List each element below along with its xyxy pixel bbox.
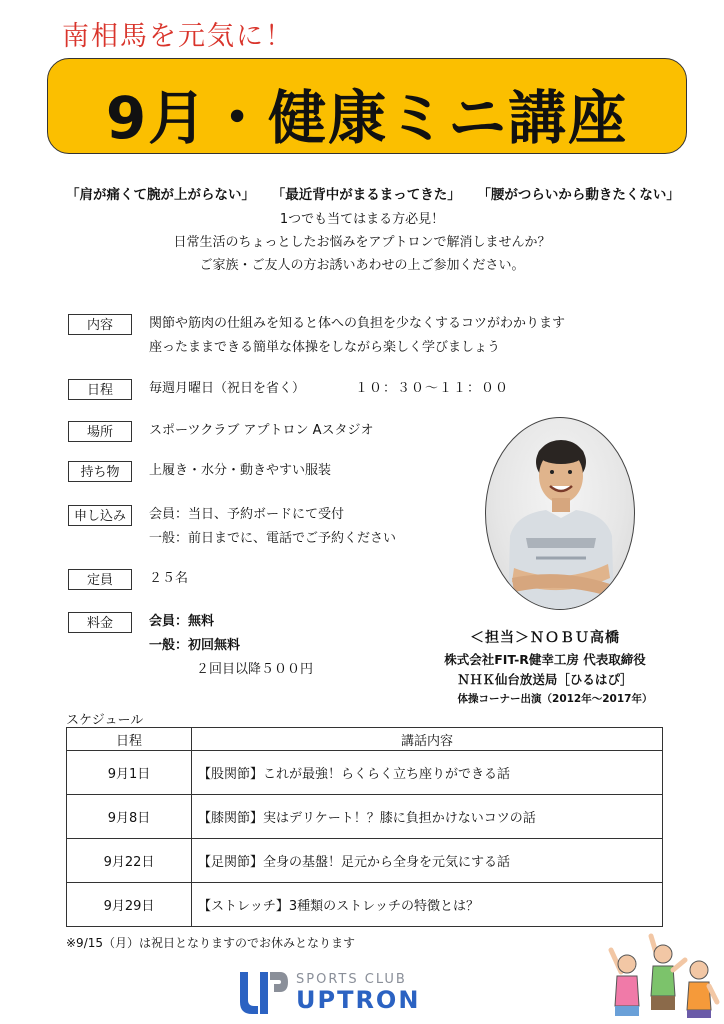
apply-general: 一般：前日までに、電話でご予約ください — [149, 531, 397, 546]
table-row — [67, 883, 663, 927]
logo-name: UPTRON — [296, 986, 421, 1014]
instructor-figure-icon — [486, 418, 635, 610]
row-topic: 【膝関節】実はデリケート！？膝に負担かけないコツの話 — [192, 795, 663, 839]
schedule-label: 日程 — [68, 379, 132, 400]
intro-line-1: 1つでも当てはまる方必見！ — [279, 212, 445, 227]
instructor-company: 株式会社FIT-R健幸工房 代表取締役 — [444, 652, 646, 667]
content-label: 内容 — [68, 314, 132, 335]
seniors-exercising-icon — [603, 930, 721, 1020]
instructor-corner: 体操コーナー出演（2012年～2017年） — [457, 693, 653, 705]
instructor-media: ＮＨＫ仙台放送局［ひるはぴ］ — [457, 672, 633, 687]
row-date: 9月22日 — [67, 839, 192, 883]
header-topic: 講話内容 — [192, 728, 663, 751]
content-line-2: 座ったままできる簡単な体操をしながら楽しく学びましょう — [149, 340, 501, 355]
fee-general-note: ２回目以降５００円 — [196, 662, 314, 677]
schedule-caption: スケジュール — [66, 713, 144, 728]
up-logo-mark-icon — [238, 970, 290, 1014]
row-topic: 【足関節】全身の基盤！足元から全身を元気にする話 — [192, 839, 663, 883]
table-row — [67, 751, 663, 795]
slogan: 南相馬を元気に！ — [62, 21, 294, 52]
apply-member: 会員：当日、予約ボードにて受付 — [149, 507, 345, 522]
uptron-logo — [238, 970, 438, 1016]
logo-subtitle: SPORTS CLUB — [296, 972, 407, 987]
row-date: 9月1日 — [67, 751, 192, 795]
apply-label: 申し込み — [68, 505, 132, 526]
quote-shoulder: 「肩が痛くて腕が上がらない」 — [66, 187, 255, 203]
title-banner — [47, 58, 687, 154]
seniors-exercise-illustration — [603, 930, 721, 1020]
table-row — [67, 795, 663, 839]
schedule-table — [66, 727, 663, 927]
fee-label: 料金 — [68, 612, 132, 633]
schedule-time: １０：３０～１１：００ — [355, 381, 510, 396]
quote-lower-back: 「腰がつらいから動きたくない」 — [477, 187, 680, 203]
capacity-label: 定員 — [68, 569, 132, 590]
row-topic: 【股関節】これが最強！らくらく立ち座りができる話 — [192, 751, 663, 795]
table-row — [67, 839, 663, 883]
holiday-note: ※9/15（月）は祝日となりますのでお休みとなります — [66, 936, 356, 950]
instructor-name: ＜担当＞ＮＯＢＵ高橋 — [470, 630, 620, 646]
intro-line-3: ご家族・ご友人の方お誘いあわせの上ご参加ください。 — [199, 258, 525, 273]
place-value: スポーツクラブ アプトロン Aスタジオ — [149, 423, 374, 438]
header-date: 日程 — [67, 728, 192, 751]
row-date: 9月8日 — [67, 795, 192, 839]
items-label: 持ち物 — [68, 461, 132, 482]
row-topic: 【ストレッチ】3種類のストレッチの特徴とは？ — [192, 883, 663, 927]
table-header-row — [67, 728, 663, 751]
place-label: 場所 — [68, 421, 132, 442]
schedule-day: 毎週月曜日（祝日を省く） — [149, 381, 306, 396]
instructor-photo — [485, 417, 635, 610]
intro-line-2: 日常生活のちょっとしたお悩みをアプトロンで解消しませんか？ — [173, 235, 551, 250]
fee-member: 会員：無料 — [149, 614, 215, 629]
concern-quotes — [66, 183, 692, 203]
quote-back: 「最近背中がまるまってきた」 — [271, 187, 461, 203]
items-value: 上履き・水分・動きやすい服装 — [149, 463, 332, 478]
fee-general: 一般：初回無料 — [149, 638, 241, 653]
content-line-1: 関節や筋肉の仕組みを知ると体への負担を少なくするコツがわかります — [149, 316, 566, 331]
capacity-value: ２５名 — [149, 571, 189, 586]
page-title: 9月・健康ミニ講座 — [105, 84, 629, 152]
row-date: 9月29日 — [67, 883, 192, 927]
